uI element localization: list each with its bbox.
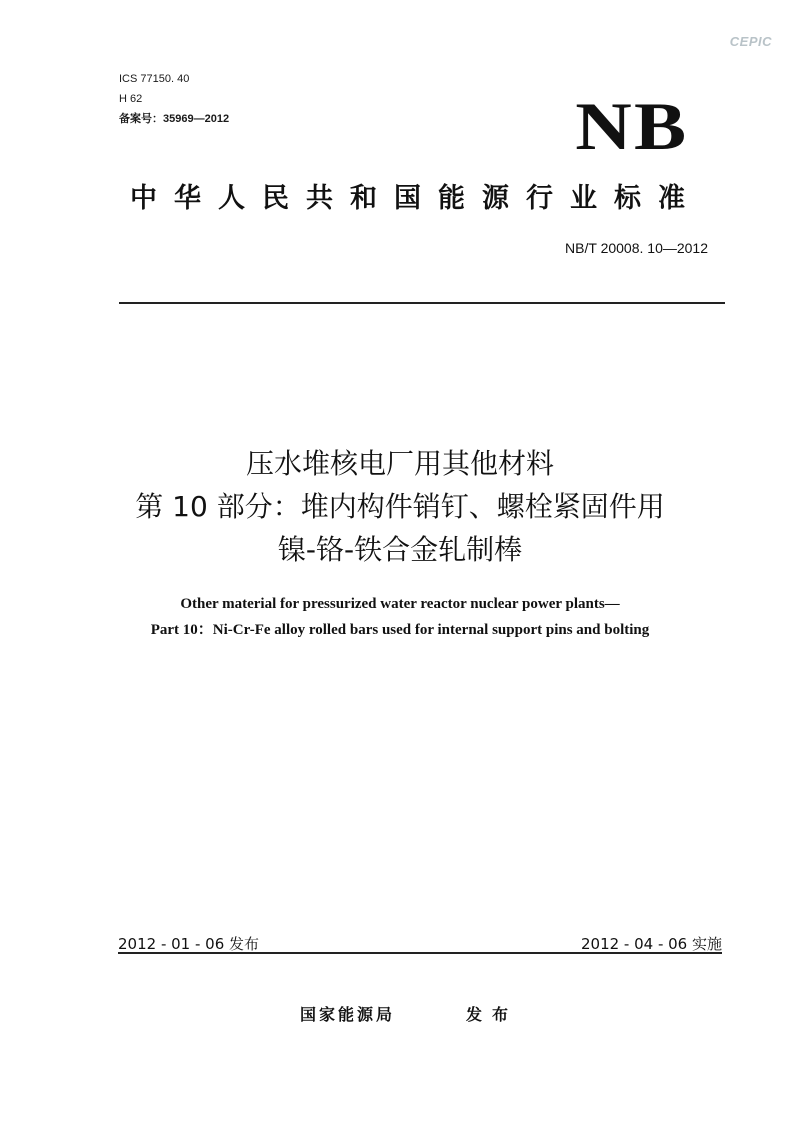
title-cn-line3: 镍-铬-铁合金轧制棒 [277,533,523,566]
publish-label: 发布 [466,1005,519,1024]
record-number: 备案号：35969—2012 [119,113,230,125]
title-en-line1: Other material for pressurized water reactor nuclear power plants— [180,596,620,612]
title-cn-line1: 压水堆核电厂用其他材料 [245,447,554,480]
title-en-line2: Part 10：Ni-Cr-Fe alloy rolled bars used for internal support pins and bolting [150,622,650,638]
title-cn-line2: 第 10 部分：堆内构件销钉、螺栓紧固件用 [135,490,665,523]
issue-date: 2012 - 01 - 06 发布 [118,935,260,953]
implementation-date: 2012 - 04 - 06 实施 [580,935,722,953]
standard-number: NB/T 20008. 10—2012 [565,240,708,256]
watermark-logo: CEPIC [729,34,772,49]
industry-standard-title: 中华人民共和国能源行业标准 [130,183,702,214]
classification-code: H 62 [119,93,143,105]
nb-logo: NB [574,88,688,164]
bottom-divider [118,952,722,954]
top-divider [119,302,725,304]
publisher-name: 国家能源局 [300,1005,396,1024]
ics-code: ICS 77150. 40 [119,73,190,85]
